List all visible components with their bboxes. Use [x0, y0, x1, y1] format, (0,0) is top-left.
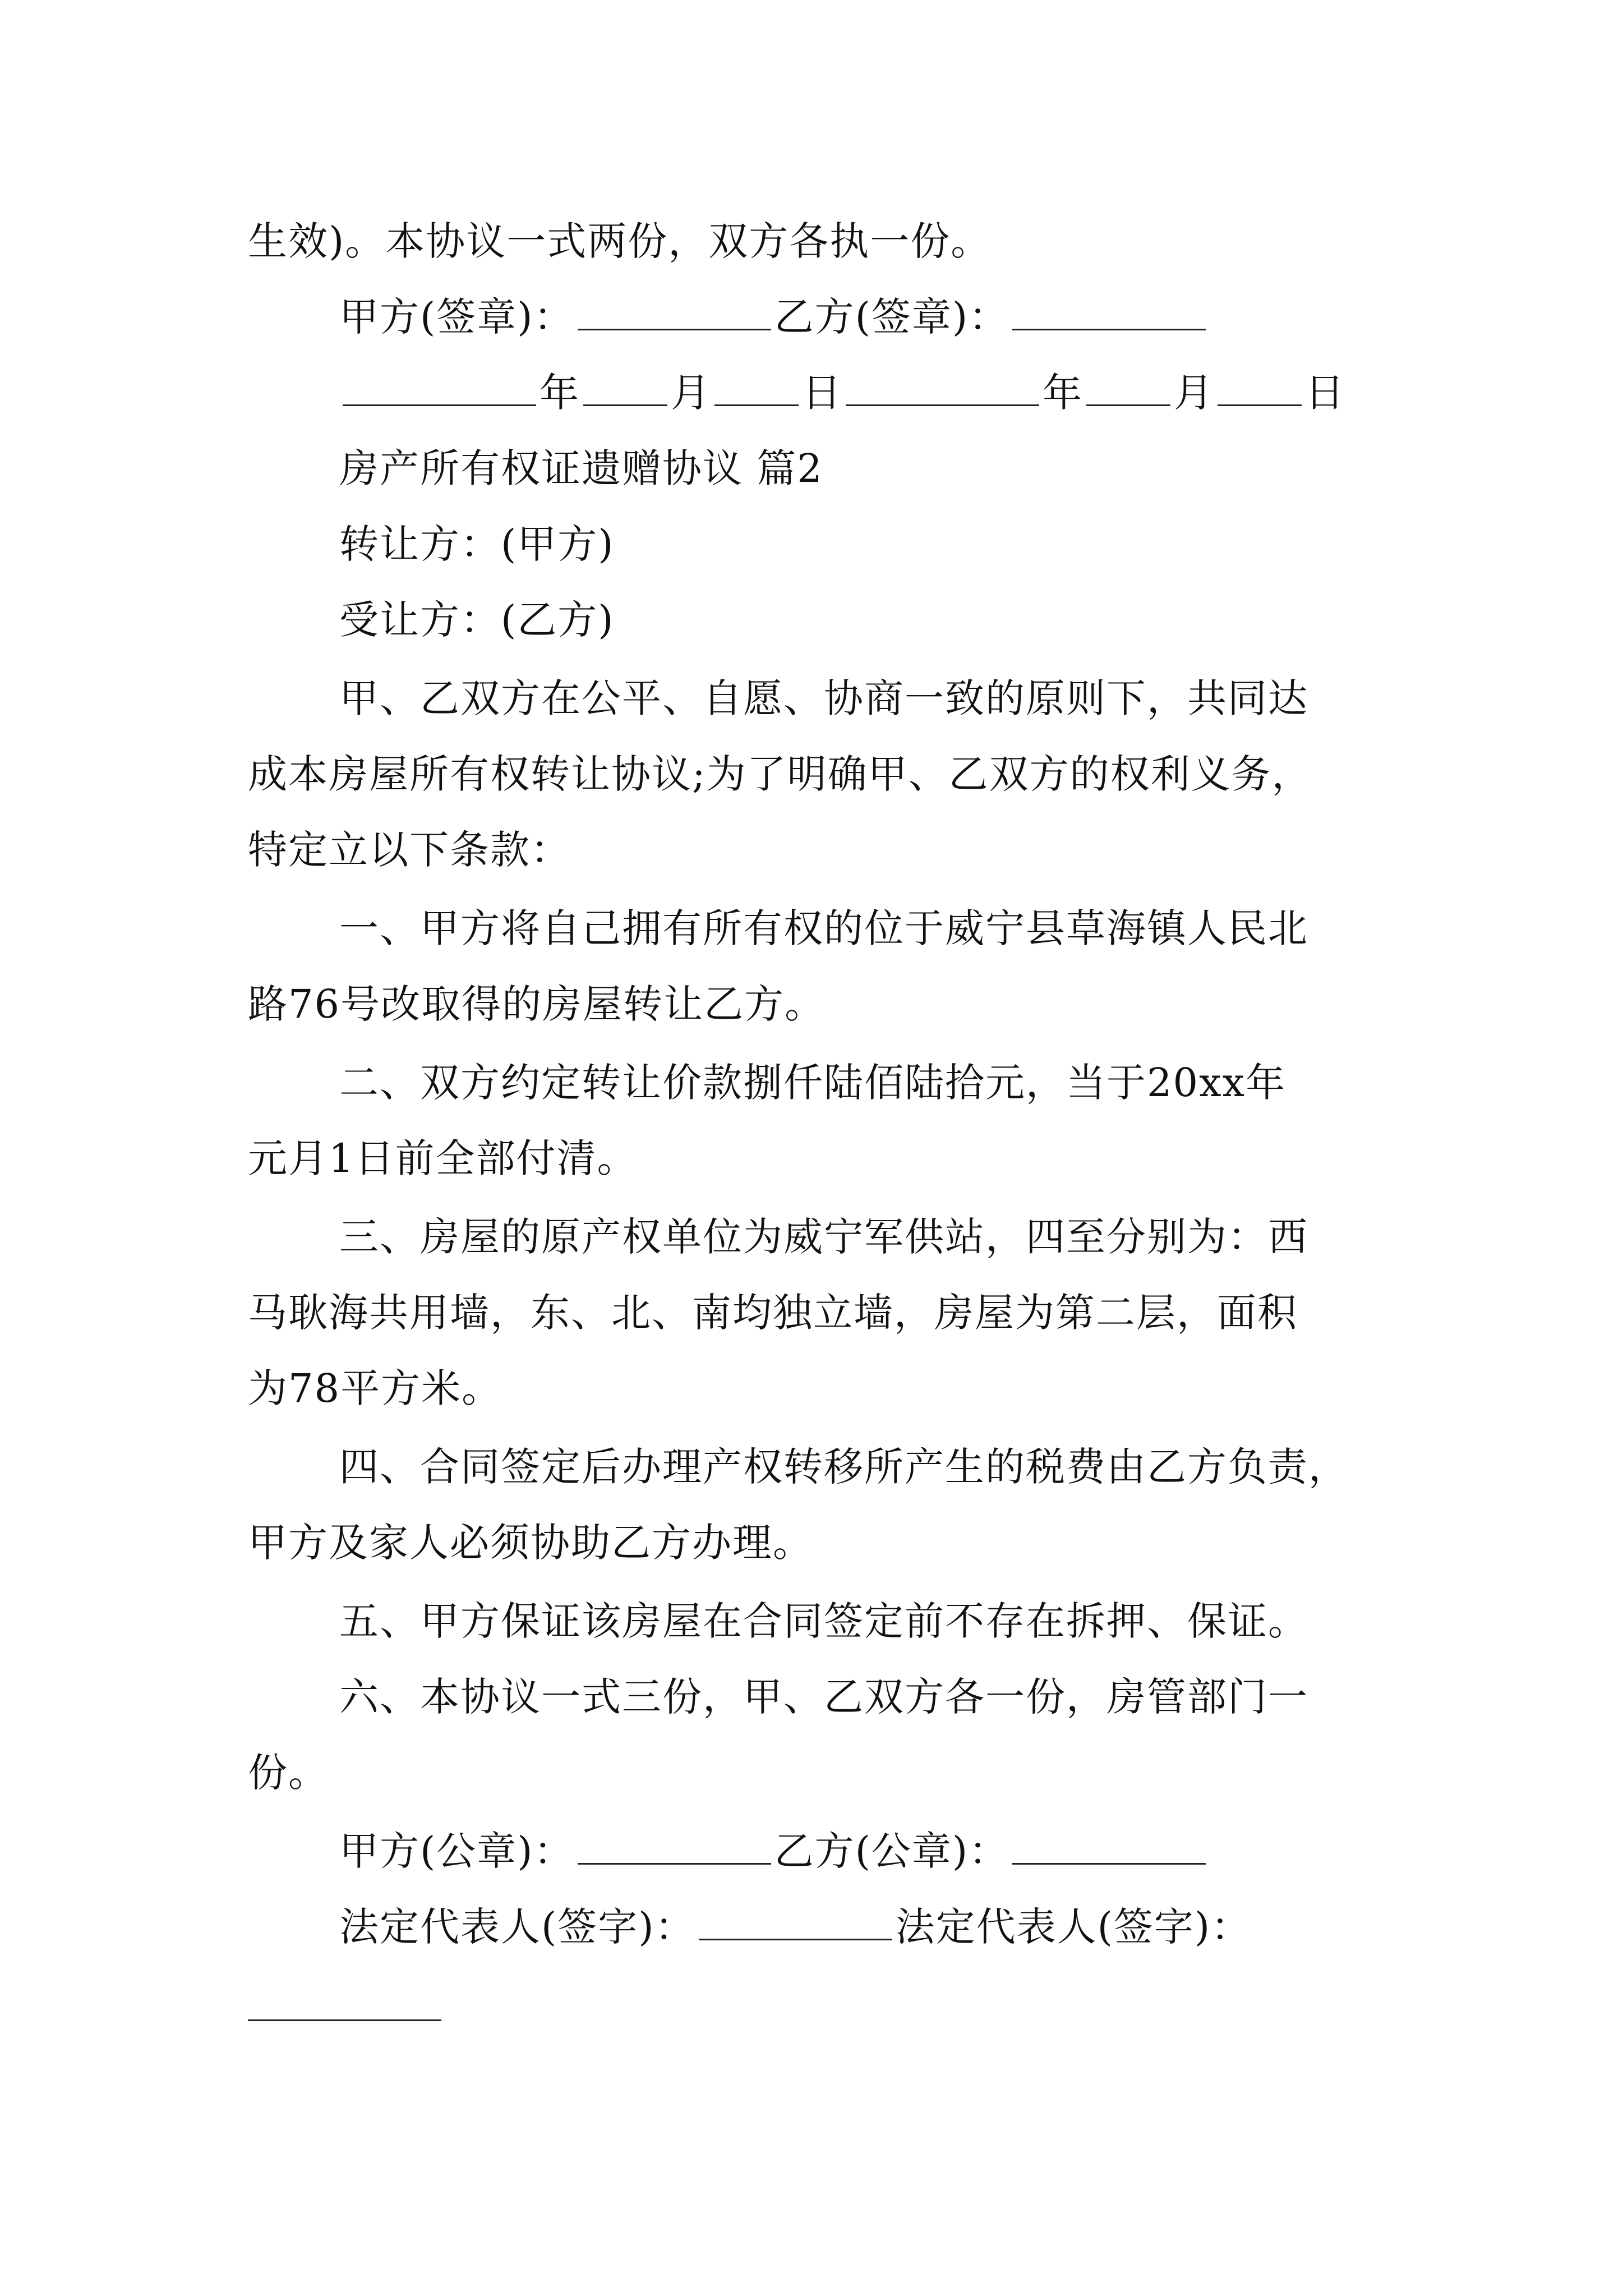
text-line: 一、甲方将自己拥有所有权的位于威宁县草海镇人民北	[339, 905, 1308, 951]
signature-blank	[1012, 1858, 1206, 1865]
transferee-line: 受让方：(乙方)	[339, 597, 615, 643]
party-b-rep-label: 法定代表人(签字)：	[895, 1904, 1252, 1950]
text-line: 马耿海共用墙，东、北、南均独立墙，房屋为第二层，面积	[248, 1290, 1298, 1336]
party-a-rep-label: 法定代表人(签字)：	[339, 1904, 695, 1950]
day-blank	[1218, 400, 1302, 406]
signature-blank	[1012, 324, 1206, 330]
day-blank	[714, 400, 799, 406]
transferor-line: 转让方：(甲方)	[339, 521, 615, 567]
year-label: 年	[1043, 370, 1083, 416]
signature-blank	[578, 1858, 771, 1865]
text-line: 特定立以下条款：	[248, 827, 571, 873]
legal-rep-row	[339, 1902, 1251, 1952]
year-label: 年	[540, 370, 580, 416]
month-label: 月	[671, 370, 711, 416]
month-blank	[1086, 400, 1170, 406]
text-line: 甲方及家人必须协助乙方办理。	[248, 1520, 813, 1566]
text-line: 甲、乙双方在公平、自愿、协商一致的原则下，共同达	[339, 675, 1308, 721]
party-b-official-seal-label: 乙方(公章)：	[774, 1828, 1009, 1874]
text-line: 为78平方米。	[248, 1365, 502, 1411]
signature-blank	[699, 1934, 892, 1940]
party-b-seal-label: 乙方(签章)：	[774, 294, 1009, 340]
text-line: 路76号改取得的房屋转让乙方。	[248, 981, 826, 1027]
text-line: 六、本协议一式三份，甲、乙双方各一份，房管部门一	[339, 1674, 1308, 1720]
party-a-official-seal-label: 甲方(公章)：	[339, 1828, 574, 1874]
text-line: 四、合同签定后办理产权转移所产生的税费由乙方负责，	[339, 1444, 1349, 1490]
section-heading: 房产所有权证遗赠协议 篇2	[339, 445, 823, 491]
date-row	[339, 367, 1345, 418]
year-blank	[846, 400, 1039, 406]
signature-row-1	[339, 292, 1209, 342]
month-blank	[583, 400, 667, 406]
text-line: 二、双方约定转让价款捌仟陆佰陆拾元，当于20xx年	[339, 1060, 1287, 1106]
year-blank	[343, 400, 536, 406]
day-label: 日	[1305, 370, 1345, 416]
signature-blank	[578, 324, 771, 330]
text-line: 元月1日前全部付清。	[248, 1135, 638, 1181]
text-line: 份。	[248, 1750, 329, 1796]
signature-blank	[248, 2019, 441, 2021]
month-label: 月	[1174, 370, 1214, 416]
party-a-seal-label: 甲方(签章)：	[339, 294, 574, 340]
text-line: 成本房屋所有权转让协议;为了明确甲、乙双方的权利义务，	[248, 751, 1312, 797]
signature-row-2	[339, 1826, 1209, 1876]
text-line: 生效)。本协议一式两份，双方各执一份。	[248, 218, 992, 264]
day-label: 日	[802, 370, 842, 416]
text-line: 三、房屋的原产权单位为威宁军供站，四至分别为：西	[339, 1214, 1308, 1260]
text-line: 五、甲方保证该房屋在合同签定前不存在拆押、保证。	[339, 1598, 1308, 1644]
